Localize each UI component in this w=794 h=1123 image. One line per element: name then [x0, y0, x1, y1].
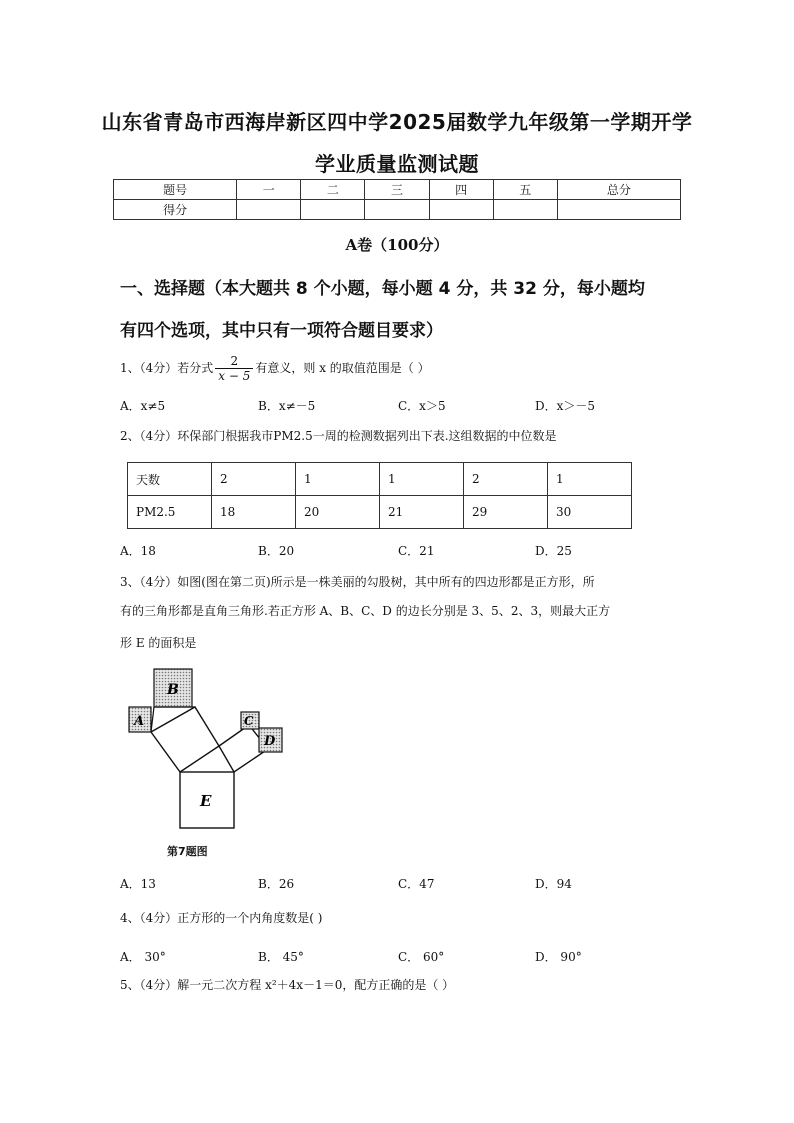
- question-3-line3: 形 E 的面积是: [120, 636, 197, 650]
- pm25-cell: 天数: [128, 463, 212, 496]
- q1-fraction: [215, 354, 253, 383]
- q1-option-d[interactable]: D．x＞－5: [535, 399, 596, 413]
- figure-label-d: D: [264, 734, 276, 749]
- pm25-table: [127, 462, 632, 529]
- figure-label-b: B: [167, 682, 179, 698]
- score-blank-cell[interactable]: [365, 200, 429, 220]
- q1-option-a[interactable]: A．x≠5: [120, 399, 166, 413]
- pm25-table-row: [128, 463, 632, 496]
- score-table: [113, 179, 681, 220]
- q1-suffix: 有意义，则 x 的取值范围是（ ）: [255, 361, 430, 375]
- q4-option-b[interactable]: B． 45°: [258, 950, 304, 964]
- question-3-line1: 3、（4分）如图(图在第二页)所示是一株美丽的勾股树，其中所有的四边形都是正方形，所: [120, 575, 595, 589]
- score-header-cell: 二: [301, 180, 365, 200]
- pm25-cell: PM2.5: [128, 496, 212, 529]
- score-blank-cell[interactable]: [557, 200, 680, 220]
- score-header-cell: 五: [493, 180, 557, 200]
- score-table-header-row: [114, 180, 681, 200]
- q1-options: [120, 397, 680, 417]
- figure-label-c: C: [244, 714, 254, 728]
- score-header-cell: 一: [237, 180, 301, 200]
- q3-option-c[interactable]: C．47: [398, 877, 435, 891]
- section1-heading-line1: 一、选择题（本大题共 8 个小题，每小题 4 分，共 32 分，每小题均: [120, 279, 645, 299]
- exam-title-line1: 山东省青岛市西海岸新区四中学2025届数学九年级第一学期开学: [101, 110, 693, 134]
- question-1: [120, 353, 680, 383]
- pm25-cell: 1: [380, 463, 464, 496]
- pm25-cell: 20: [296, 496, 380, 529]
- score-row-label: 得分: [114, 200, 237, 220]
- score-table-score-row: [114, 200, 681, 220]
- q2-options: [120, 542, 680, 562]
- section1-heading-line2: 有四个选项，其中只有一项符合题目要求）: [120, 321, 443, 341]
- q2-option-c[interactable]: C．21: [398, 544, 435, 558]
- score-blank-cell[interactable]: [237, 200, 301, 220]
- score-blank-cell[interactable]: [429, 200, 493, 220]
- score-blank-cell[interactable]: [493, 200, 557, 220]
- pm25-cell: 18: [212, 496, 296, 529]
- figure-label-e: E: [200, 792, 212, 810]
- question-2: 2、（4分）环保部门根据我市PM2.5一周的检测数据列出下表.这组数据的中位数是: [120, 429, 557, 443]
- q4-option-c[interactable]: C． 60°: [398, 950, 445, 964]
- pm25-table-row: [128, 496, 632, 529]
- score-header-cell: 三: [365, 180, 429, 200]
- q1-option-b[interactable]: B．x≠－5: [258, 399, 316, 413]
- q3-options: [120, 875, 680, 895]
- q1-prefix: 1、（4分）若分式: [120, 361, 214, 375]
- exam-title-line2: 学业质量监测试题: [315, 152, 479, 176]
- q4-option-d[interactable]: D． 90°: [535, 950, 582, 964]
- pm25-cell: 2: [464, 463, 548, 496]
- question-3-line2: 有的三角形都是直角三角形.若正方形 A、B、C、D 的边长分别是 3、5、2、3，则最大正方: [120, 604, 611, 618]
- pm25-cell: 1: [548, 463, 632, 496]
- q1-fraction-numerator: 2: [215, 354, 253, 369]
- pm25-cell: 29: [464, 496, 548, 529]
- q3-option-d[interactable]: D．94: [535, 877, 572, 891]
- score-header-cell: 四: [429, 180, 493, 200]
- question-5: 5、（4分）解一元二次方程 x²＋4x－1＝0，配方正确的是（ ）: [120, 978, 455, 992]
- figure-caption: 第7题图: [167, 845, 208, 858]
- figure-label-a: A: [134, 714, 145, 729]
- pm25-cell: 30: [548, 496, 632, 529]
- q4-options: [120, 948, 680, 968]
- pm25-cell: 1: [296, 463, 380, 496]
- pm25-cell: 2: [212, 463, 296, 496]
- score-header-cell: 总分: [557, 180, 680, 200]
- section-a-heading: A卷（100分）: [345, 236, 449, 254]
- score-blank-cell[interactable]: [301, 200, 365, 220]
- question-4: 4、（4分）正方形的一个内角度数是( ): [120, 911, 323, 925]
- q2-option-d[interactable]: D．25: [535, 544, 572, 558]
- q1-option-c[interactable]: C．x＞5: [398, 399, 446, 413]
- q4-option-a[interactable]: A． 30°: [120, 950, 166, 964]
- q3-option-b[interactable]: B．26: [258, 877, 295, 891]
- q1-fraction-denominator: x − 5: [218, 369, 251, 383]
- square-left-middle: [151, 707, 219, 772]
- q2-option-a[interactable]: A．18: [120, 544, 156, 558]
- score-header-cell: 题号: [114, 180, 237, 200]
- q2-option-b[interactable]: B．20: [258, 544, 295, 558]
- pm25-cell: 21: [380, 496, 464, 529]
- pythagoras-tree-figure: [125, 665, 290, 837]
- q3-option-a[interactable]: A．13: [120, 877, 156, 891]
